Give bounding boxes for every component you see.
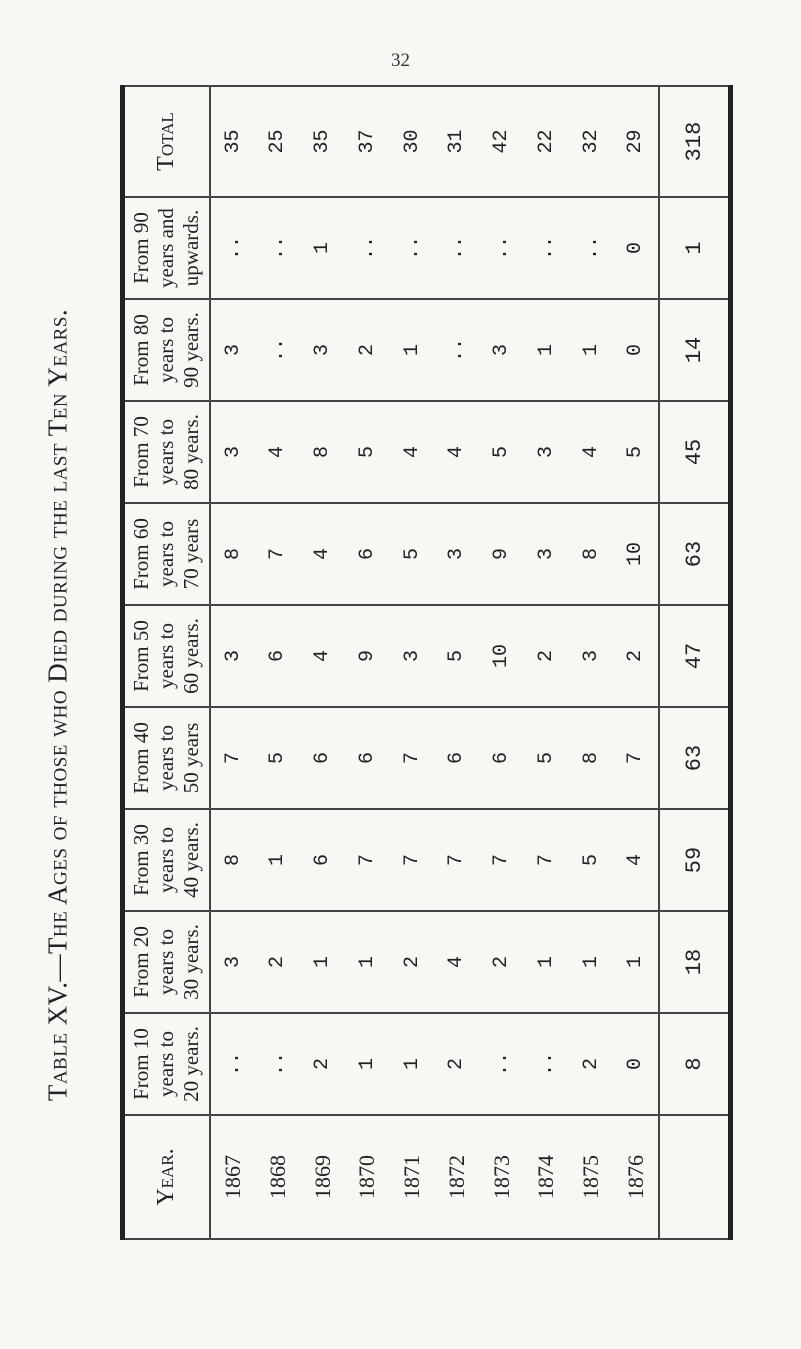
- table-row: [613, 86, 659, 1239]
- cell-40-50: 6: [345, 707, 390, 809]
- header-age-80-90: From 80 years to 90 years.: [123, 299, 210, 401]
- cell-20-30: 4: [434, 911, 479, 1013]
- year-cell: 1868: [255, 1115, 300, 1239]
- total-90-up: 1: [659, 197, 730, 299]
- cell-30-40: 8: [210, 809, 256, 911]
- cell-10-20: ..: [479, 1013, 524, 1115]
- year-cell: 1870: [345, 1115, 390, 1239]
- year-cell: 1872: [434, 1115, 479, 1239]
- cell-20-30: 1: [569, 911, 614, 1013]
- cell-50-60: 2: [524, 605, 569, 707]
- year-cell: 1869: [300, 1115, 345, 1239]
- table-row: [524, 86, 569, 1239]
- cell-50-60: 10: [479, 605, 524, 707]
- cell-50-60: 3: [569, 605, 614, 707]
- cell-40-50: 5: [255, 707, 300, 809]
- cell-80-90: 1: [390, 299, 435, 401]
- cell-90-up: ..: [390, 197, 435, 299]
- table-row: [390, 86, 435, 1239]
- cell-40-50: 5: [524, 707, 569, 809]
- totals-row: [659, 86, 730, 1239]
- cell-30-40: 4: [613, 809, 659, 911]
- cell-50-60: 4: [300, 605, 345, 707]
- cell-60-70: 9: [479, 503, 524, 605]
- cell-20-30: 1: [300, 911, 345, 1013]
- cell-20-30: 1: [345, 911, 390, 1013]
- rotated-table-wrapper: [120, 85, 733, 1240]
- year-cell: 1867: [210, 1115, 256, 1239]
- cell-70-80: 4: [434, 401, 479, 503]
- table-row: [255, 86, 300, 1239]
- cell-90-up: ..: [569, 197, 614, 299]
- cell-40-50: 7: [210, 707, 256, 809]
- cell-80-90: 3: [479, 299, 524, 401]
- header-age-20-30: From 20 years to 30 years.: [123, 911, 210, 1013]
- cell-40-50: 6: [479, 707, 524, 809]
- cell-total: 35: [300, 86, 345, 197]
- cell-total: 25: [255, 86, 300, 197]
- cell-70-80: 4: [255, 401, 300, 503]
- cell-90-up: ..: [210, 197, 256, 299]
- cell-10-20: ..: [255, 1013, 300, 1115]
- cell-60-70: 7: [255, 503, 300, 605]
- table-row: [434, 86, 479, 1239]
- year-cell: 1874: [524, 1115, 569, 1239]
- header-age-50-60: From 50 years to 60 years.: [123, 605, 210, 707]
- cell-60-70: 5: [390, 503, 435, 605]
- cell-60-70: 8: [210, 503, 256, 605]
- cell-30-40: 7: [479, 809, 524, 911]
- cell-20-30: 1: [524, 911, 569, 1013]
- cell-70-80: 3: [524, 401, 569, 503]
- cell-total: 30: [390, 86, 435, 197]
- table-row: [479, 86, 524, 1239]
- cell-40-50: 7: [613, 707, 659, 809]
- cell-80-90: 1: [524, 299, 569, 401]
- cell-50-60: 6: [255, 605, 300, 707]
- cell-20-30: 2: [255, 911, 300, 1013]
- cell-30-40: 1: [255, 809, 300, 911]
- total-40-50: 63: [659, 707, 730, 809]
- cell-60-70: 3: [524, 503, 569, 605]
- header-age-90-up: From 90 years and upwards.: [123, 197, 210, 299]
- cell-10-20: ..: [210, 1013, 256, 1115]
- year-cell: 1876: [613, 1115, 659, 1239]
- cell-80-90: 3: [300, 299, 345, 401]
- cell-total: 31: [434, 86, 479, 197]
- cell-80-90: 3: [210, 299, 256, 401]
- header-total: Total: [123, 86, 210, 197]
- table-row: [300, 86, 345, 1239]
- cell-30-40: 5: [569, 809, 614, 911]
- cell-10-20: 2: [300, 1013, 345, 1115]
- header-age-60-70: From 60 years to 70 years: [123, 503, 210, 605]
- cell-60-70: 4: [300, 503, 345, 605]
- cell-50-60: 3: [210, 605, 256, 707]
- cell-30-40: 7: [345, 809, 390, 911]
- cell-10-20: 0: [613, 1013, 659, 1115]
- cell-70-80: 3: [210, 401, 256, 503]
- cell-total: 42: [479, 86, 524, 197]
- table-title-container: [0, 0, 116, 1349]
- cell-50-60: 2: [613, 605, 659, 707]
- cell-20-30: 2: [479, 911, 524, 1013]
- table-row: [210, 86, 256, 1239]
- table-row: [345, 86, 390, 1239]
- total-30-40: 59: [659, 809, 730, 911]
- age-table: [120, 85, 733, 1240]
- cell-40-50: 6: [300, 707, 345, 809]
- cell-30-40: 7: [524, 809, 569, 911]
- cell-90-up: ..: [479, 197, 524, 299]
- cell-60-70: 6: [345, 503, 390, 605]
- year-cell: 1875: [569, 1115, 614, 1239]
- cell-10-20: 2: [569, 1013, 614, 1115]
- cell-50-60: 9: [345, 605, 390, 707]
- cell-90-up: ..: [255, 197, 300, 299]
- cell-90-up: ..: [434, 197, 479, 299]
- cell-70-80: 8: [300, 401, 345, 503]
- table-row: [569, 86, 614, 1239]
- cell-70-80: 4: [390, 401, 435, 503]
- cell-80-90: 1: [569, 299, 614, 401]
- cell-50-60: 3: [390, 605, 435, 707]
- cell-total: 37: [345, 86, 390, 197]
- cell-90-up: 1: [300, 197, 345, 299]
- cell-80-90: 2: [345, 299, 390, 401]
- cell-70-80: 4: [569, 401, 614, 503]
- total-60-70: 63: [659, 503, 730, 605]
- cell-70-80: 5: [479, 401, 524, 503]
- total-80-90: 14: [659, 299, 730, 401]
- cell-80-90: ..: [255, 299, 300, 401]
- cell-70-80: 5: [345, 401, 390, 503]
- cell-30-40: 6: [300, 809, 345, 911]
- header-year: Year.: [123, 1115, 210, 1239]
- header-age-40-50: From 40 years to 50 years: [123, 707, 210, 809]
- cell-10-20: 1: [390, 1013, 435, 1115]
- cell-10-20: 1: [345, 1013, 390, 1115]
- cell-total: 35: [210, 86, 256, 197]
- cell-10-20: 2: [434, 1013, 479, 1115]
- cell-total: 22: [524, 86, 569, 197]
- cell-20-30: 1: [613, 911, 659, 1013]
- page-number: 32: [391, 50, 410, 71]
- cell-40-50: 6: [434, 707, 479, 809]
- cell-10-20: ..: [524, 1013, 569, 1115]
- total-20-30: 18: [659, 911, 730, 1013]
- cell-60-70: 8: [569, 503, 614, 605]
- cell-40-50: 8: [569, 707, 614, 809]
- cell-30-40: 7: [434, 809, 479, 911]
- cell-90-up: ..: [345, 197, 390, 299]
- cell-80-90: 0: [613, 299, 659, 401]
- header-row: [123, 86, 210, 1239]
- cell-90-up: 0: [613, 197, 659, 299]
- header-age-30-40: From 30 years to 40 years.: [123, 809, 210, 911]
- header-age-70-80: From 70 years to 80 years.: [123, 401, 210, 503]
- table-title: Table XV.—The Ages of those who Died during the last Ten Years.: [42, 308, 73, 1102]
- total-50-60: 47: [659, 605, 730, 707]
- header-age-10-20: From 10 years to 20 years.: [123, 1013, 210, 1115]
- cell-80-90: ..: [434, 299, 479, 401]
- cell-50-60: 5: [434, 605, 479, 707]
- cell-20-30: 2: [390, 911, 435, 1013]
- totals-year-blank: [659, 1115, 730, 1239]
- cell-60-70: 10: [613, 503, 659, 605]
- cell-60-70: 3: [434, 503, 479, 605]
- cell-total: 32: [569, 86, 614, 197]
- total-70-80: 45: [659, 401, 730, 503]
- cell-70-80: 5: [613, 401, 659, 503]
- cell-40-50: 7: [390, 707, 435, 809]
- cell-20-30: 3: [210, 911, 256, 1013]
- cell-90-up: ..: [524, 197, 569, 299]
- total-10-20: 8: [659, 1013, 730, 1115]
- cell-30-40: 7: [390, 809, 435, 911]
- year-cell: 1873: [479, 1115, 524, 1239]
- grand-total: 318: [659, 86, 730, 197]
- cell-total: 29: [613, 86, 659, 197]
- year-cell: 1871: [390, 1115, 435, 1239]
